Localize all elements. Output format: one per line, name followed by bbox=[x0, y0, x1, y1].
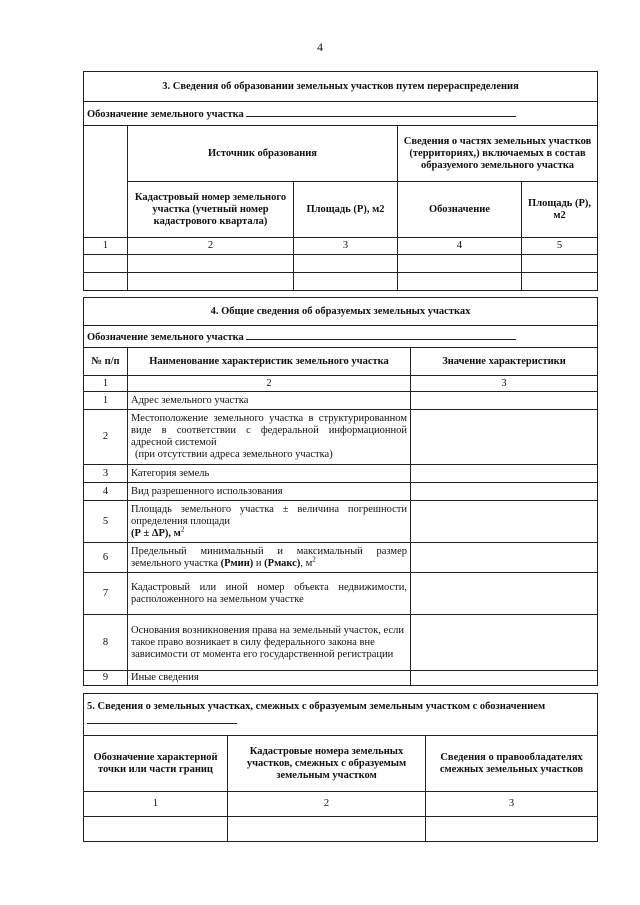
col-number: 2 bbox=[228, 792, 426, 817]
col-cadastral-number: Кадастровый номер земельного участка (учетный номер кадастрового квартала) bbox=[128, 182, 294, 238]
characteristic-name: Адрес земельного участка bbox=[128, 392, 411, 410]
section-3-designation[interactable] bbox=[84, 102, 598, 126]
col-number: 3 bbox=[411, 376, 598, 392]
section-5-title-text: 5. Сведения о земельных участках, смежных с образуемым земельным участком с обозначением bbox=[87, 701, 546, 712]
section-3-title: 3. Сведения об образовании земельных участков путем перераспределения bbox=[84, 72, 598, 102]
empty-cell[interactable] bbox=[294, 273, 398, 291]
empty-cell[interactable] bbox=[294, 255, 398, 273]
characteristic-name: Иные сведения bbox=[128, 671, 411, 686]
characteristic-name bbox=[128, 410, 411, 465]
characteristic-value[interactable] bbox=[411, 671, 598, 686]
section-3-table bbox=[83, 71, 598, 291]
formula-text: (Р ± ΔР), м bbox=[131, 527, 181, 539]
empty-cell[interactable] bbox=[128, 255, 294, 273]
characteristic-value[interactable] bbox=[411, 410, 598, 465]
table-row bbox=[84, 543, 598, 573]
characteristic-value[interactable] bbox=[411, 573, 598, 615]
area-formula bbox=[131, 525, 407, 540]
designation-blank[interactable] bbox=[87, 713, 237, 724]
row-number: 4 bbox=[84, 483, 128, 501]
characteristic-text: Местоположение земельного участка в структурированном виде в соответствии с федеральной информационной адресной системой bbox=[131, 413, 407, 448]
characteristic-value[interactable] bbox=[411, 615, 598, 671]
table-row bbox=[84, 671, 598, 686]
row-number: 9 bbox=[84, 671, 128, 686]
empty-cell[interactable] bbox=[426, 817, 598, 842]
table-row bbox=[84, 392, 598, 410]
empty-cell[interactable] bbox=[522, 255, 598, 273]
section-5-table bbox=[83, 693, 598, 842]
characteristic-name bbox=[128, 543, 411, 573]
table-row bbox=[84, 573, 598, 615]
max-size-label: (Рмакс) bbox=[264, 557, 301, 569]
empty-cell[interactable] bbox=[84, 817, 228, 842]
table-row bbox=[84, 615, 598, 671]
col-row-number: № п/п bbox=[84, 348, 128, 376]
characteristic-value[interactable] bbox=[411, 501, 598, 543]
characteristic-name: Категория земель bbox=[128, 465, 411, 483]
section-4-title: 4. Общие сведения об образуемых земельных участках bbox=[84, 298, 598, 326]
col-number: 2 bbox=[128, 238, 294, 255]
connector-text: и bbox=[253, 557, 265, 569]
characteristic-name: Основания возникновения права на земельный участок, если такое право возникает в силу федерального закона вне зависимости от момента его государственной регистрации bbox=[128, 615, 411, 671]
characteristic-text: Площадь земельного участка ± величина погрешности определения площади bbox=[131, 503, 407, 527]
designation-label: Обозначение земельного участка bbox=[87, 109, 244, 120]
section-4-table bbox=[83, 297, 598, 686]
characteristic-value[interactable] bbox=[411, 465, 598, 483]
col-point-designation: Обозначение характерной точки или части границ bbox=[84, 736, 228, 792]
row-number: 1 bbox=[84, 392, 128, 410]
empty-cell[interactable] bbox=[84, 255, 128, 273]
characteristic-value[interactable] bbox=[411, 483, 598, 501]
unit-text: , м bbox=[300, 557, 313, 569]
parts-header: Сведения о частях земельных участков (территориях,) включаемых в состав образуемого земельного участка bbox=[398, 126, 598, 182]
section-4-designation[interactable] bbox=[84, 326, 598, 348]
col-number: 1 bbox=[84, 238, 128, 255]
source-header: Источник образования bbox=[128, 126, 398, 182]
characteristic-name: Вид разрешенного использования bbox=[128, 483, 411, 501]
row-number: 6 bbox=[84, 543, 128, 573]
col-characteristic-value: Значение характеристики bbox=[411, 348, 598, 376]
empty-cell[interactable] bbox=[522, 273, 598, 291]
section-5-title bbox=[84, 694, 598, 736]
empty-cell[interactable] bbox=[84, 273, 128, 291]
characteristic-value[interactable] bbox=[411, 392, 598, 410]
characteristic-note: (при отсутствии адреса земельного участка) bbox=[135, 449, 333, 460]
table-row bbox=[84, 483, 598, 501]
row-number: 7 bbox=[84, 573, 128, 615]
table-row bbox=[84, 465, 598, 483]
col-number: 4 bbox=[398, 238, 522, 255]
empty-cell[interactable] bbox=[398, 255, 522, 273]
characteristic-text: Предельный минимальный и максимальный размер земельного участка bbox=[131, 545, 407, 569]
designation-blank[interactable] bbox=[246, 106, 516, 117]
row-number: 8 bbox=[84, 615, 128, 671]
min-size-label: (Рмин) bbox=[220, 557, 254, 569]
col-number: 3 bbox=[294, 238, 398, 255]
characteristic-name bbox=[128, 501, 411, 543]
empty-cell[interactable] bbox=[128, 273, 294, 291]
col-designation: Обозначение bbox=[398, 182, 522, 238]
designation-blank[interactable] bbox=[246, 329, 516, 340]
col-number: 1 bbox=[84, 792, 228, 817]
col-owners: Сведения о правообладателях смежных земельных участков bbox=[426, 736, 598, 792]
designation-label: Обозначение земельного участка bbox=[87, 332, 244, 343]
table-row bbox=[84, 817, 598, 842]
blank-corner-cell bbox=[84, 126, 128, 238]
col-number: 5 bbox=[522, 238, 598, 255]
empty-cell[interactable] bbox=[398, 273, 522, 291]
col-number: 2 bbox=[128, 376, 411, 392]
col-adjacent-cadastral: Кадастровые номера земельных участков, смежных с образуемым земельным участком bbox=[228, 736, 426, 792]
table-row bbox=[84, 410, 598, 465]
col-area-parts: Площадь (Р), м2 bbox=[522, 182, 598, 238]
col-characteristic-name: Наименование характеристик земельного участка bbox=[128, 348, 411, 376]
empty-cell[interactable] bbox=[228, 817, 426, 842]
page-number: 4 bbox=[317, 40, 323, 54]
row-number: 2 bbox=[84, 410, 128, 465]
col-area-source: Площадь (Р), м2 bbox=[294, 182, 398, 238]
row-number: 5 bbox=[84, 501, 128, 543]
characteristic-name: Кадастровый или иной номер объекта недвижимости, расположенного на земельном участке bbox=[128, 573, 411, 615]
table-row bbox=[84, 255, 598, 273]
characteristic-value[interactable] bbox=[411, 543, 598, 573]
table-row bbox=[84, 273, 598, 291]
superscript: 2 bbox=[312, 555, 316, 563]
col-number: 3 bbox=[426, 792, 598, 817]
row-number: 3 bbox=[84, 465, 128, 483]
col-number: 1 bbox=[84, 376, 128, 392]
superscript: 2 bbox=[180, 525, 185, 533]
table-row bbox=[84, 501, 598, 543]
